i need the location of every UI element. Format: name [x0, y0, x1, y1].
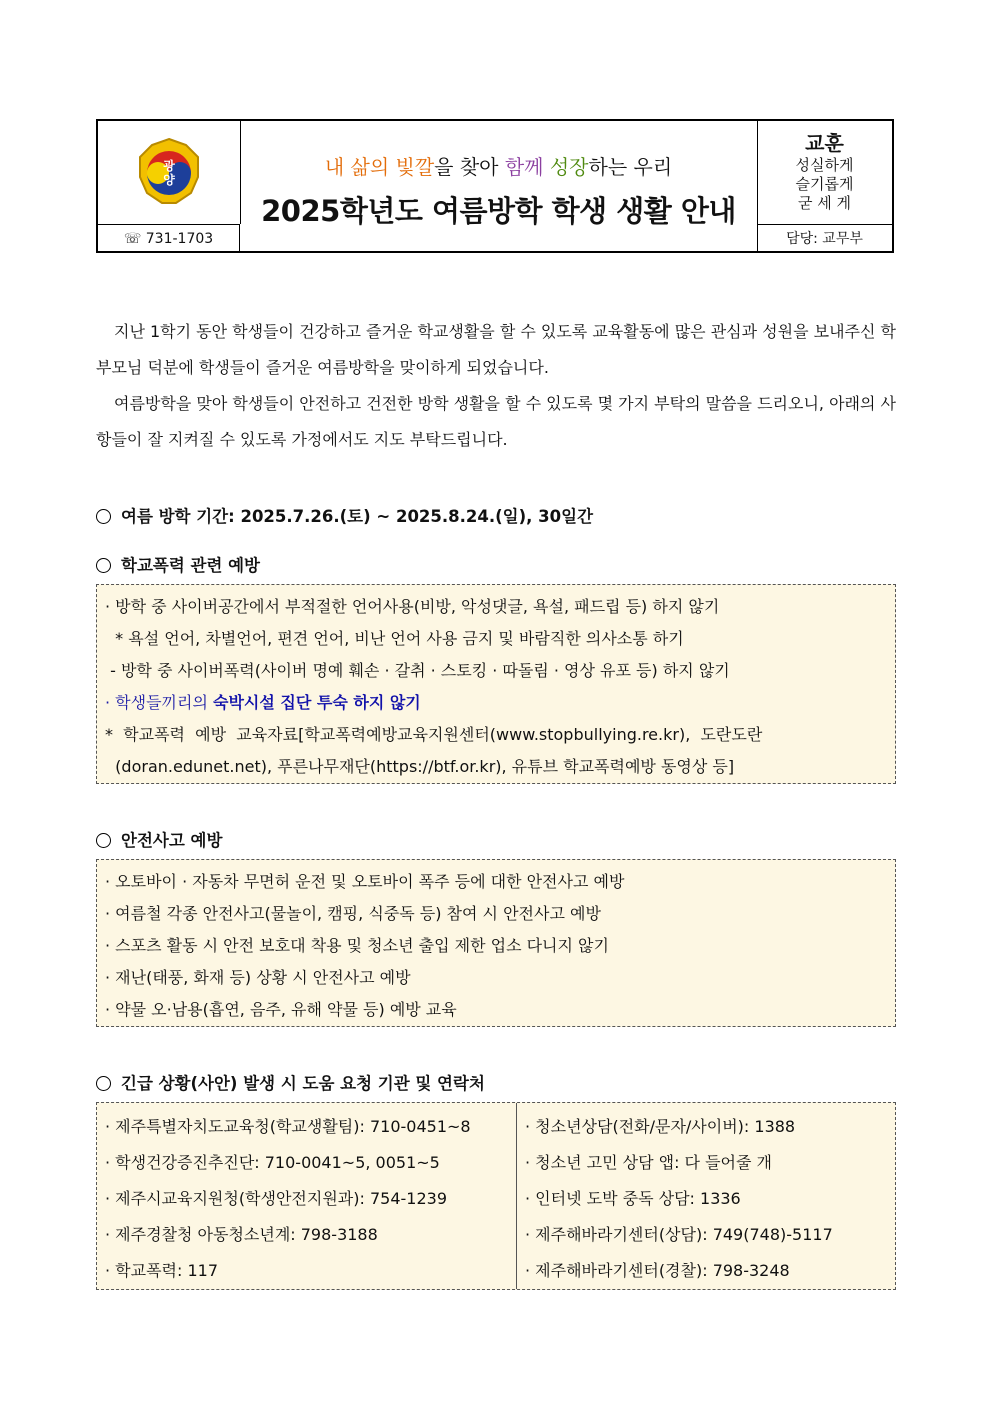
list-item: * 욕설 언어, 차별언어, 편견 언어, 비난 언어 사용 금지 및 바람직한 의사소통 하기: [105, 629, 684, 648]
slogan-part: 함께: [504, 155, 544, 179]
slogan-part: 을 찾아: [434, 155, 505, 179]
list-item: · 재난(태풍, 화재 등) 상황 시 안전사고 예방: [105, 968, 411, 987]
contact-item: · 제주해바라기센터(상담): 749(748)-5117: [525, 1225, 833, 1244]
intro-paragraph: 여름방학을 맞아 학생들이 안전하고 건전한 방학 생활을 할 수 있도록 몇 가지 부탁의 말씀을 드리오니, 아래의 사항들이 잘 지켜질 수 있도록 가정에서도 지도 부탁드립니다.: [96, 394, 896, 449]
school-emblem-logo: [98, 121, 240, 224]
contact-item: · 제주경찰청 아동청소년계: 798-3188: [105, 1225, 378, 1244]
slogan-part: 내 삶의 빛깔: [324, 155, 435, 179]
safety-section-title-text: 안전사고 예방: [121, 831, 223, 850]
svg-text:양: 양: [163, 173, 175, 187]
list-item: - 방학 중 사이버폭력(사이버 명예 훼손 · 갈취 · 스토킹 · 따돌림 · 영상 유포 등) 하지 않기: [105, 661, 730, 680]
list-item: · 여름철 각종 안전사고(물놀이, 캠핑, 식중독 등) 참여 시 안전사고 예방: [105, 904, 601, 923]
header-table: [96, 119, 894, 253]
phone-number: ☏ 731-1703: [98, 224, 240, 253]
safety-section-title: [96, 827, 222, 851]
manager-label: 담당: 교무부: [757, 224, 892, 253]
circle-bullet-icon: [96, 558, 111, 573]
list-item: · 약물 오·남용(흡연, 음주, 유해 약물 등) 예방 교육: [105, 1000, 457, 1019]
contact-item: · 청소년 고민 상담 앱: 다 들어줄 개: [525, 1153, 773, 1172]
violence-box: [96, 584, 896, 784]
motto-title: 교훈: [805, 131, 844, 155]
list-item: · 스포츠 활동 시 안전 보호대 착용 및 청소년 출입 제한 업소 다니지 않기: [105, 936, 609, 955]
highlight-emphasis: 숙박시설 집단 투숙 하지 않기: [213, 693, 421, 712]
contact-item: · 학교폭력: 117: [105, 1261, 219, 1280]
intro-text: [96, 314, 896, 458]
violence-section-title-text: 학교폭력 관련 예방: [121, 556, 261, 575]
contacts-right-column: [517, 1103, 895, 1289]
contact-item: · 제주특별자치도교육청(학교생활팀): 710-0451~8: [105, 1117, 471, 1136]
contact-item: · 인터넷 도박 중독 상담: 1336: [525, 1189, 741, 1208]
violence-section-title: [96, 552, 260, 576]
circle-bullet-icon: [96, 833, 111, 848]
motto-line: 슬기롭게: [795, 175, 854, 193]
list-item: (doran.edunet.net), 푸른나무재단(https://btf.or.kr), 유튜브 학교폭력예방 동영상 등]: [105, 757, 735, 776]
vacation-period-text: 여름 방학 기간: 2025.7.26.(토) ~ 2025.8.24.(일), 30일간: [121, 507, 594, 526]
contacts-left-column: [97, 1103, 516, 1289]
emergency-section-title: [96, 1070, 485, 1094]
circle-bullet-icon: [96, 1076, 111, 1091]
school-slogan: [240, 151, 757, 180]
motto-line: 성실하게: [795, 156, 854, 174]
list-item: · 오토바이 · 자동차 무면허 운전 및 오토바이 폭주 등에 대한 안전사고 예방: [105, 872, 625, 891]
contact-item: · 제주시교육지원청(학생안전지원과): 754-1239: [105, 1189, 448, 1208]
slogan-part: 하는 우리: [588, 155, 673, 179]
logo-cell: [98, 121, 241, 224]
circle-bullet-icon: [96, 509, 111, 524]
list-item: * 학교폭력 예방 교육자료[학교폭력예방교육지원센터(www.stopbullying.re.kr), 도란도란: [105, 725, 763, 744]
page-title: 2025학년도 여름방학 학생 생활 안내: [261, 194, 736, 228]
contact-item: · 학생건강증진추진단: 710-0041~5, 0051~5: [105, 1153, 440, 1172]
motto-line: 굳 세 게: [797, 194, 851, 212]
intro-paragraph: 지난 1학기 동안 학생들이 건강하고 즐거운 학교생활을 할 수 있도록 교육활동에 많은 관심과 성원을 보내주신 학부모님 덕분에 학생들이 즐거운 여름방학을 맞이하게 되었습니다.: [96, 322, 896, 377]
safety-box: [96, 859, 896, 1027]
contact-item: · 청소년상담(전화/문자/사이버): 1388: [525, 1117, 796, 1136]
list-item: · 방학 중 사이버공간에서 부적절한 언어사용(비방, 악성댓글, 욕설, 패드립 등) 하지 않기: [105, 597, 720, 616]
highlight-prefix: · 학생들끼리의: [105, 693, 213, 712]
list-item-highlight: [105, 690, 421, 713]
title-cell: [240, 121, 758, 253]
vacation-period: [96, 503, 593, 527]
slogan-part: 성장: [549, 155, 589, 179]
emergency-section-title-text: 긴급 상황(사안) 발생 시 도움 요청 기관 및 연락처: [121, 1074, 485, 1093]
emergency-contacts-box: [96, 1102, 896, 1290]
school-motto: [757, 121, 892, 224]
contact-item: · 제주해바라기센터(경찰): 798-3248: [525, 1261, 790, 1280]
svg-text:광: 광: [163, 159, 175, 173]
